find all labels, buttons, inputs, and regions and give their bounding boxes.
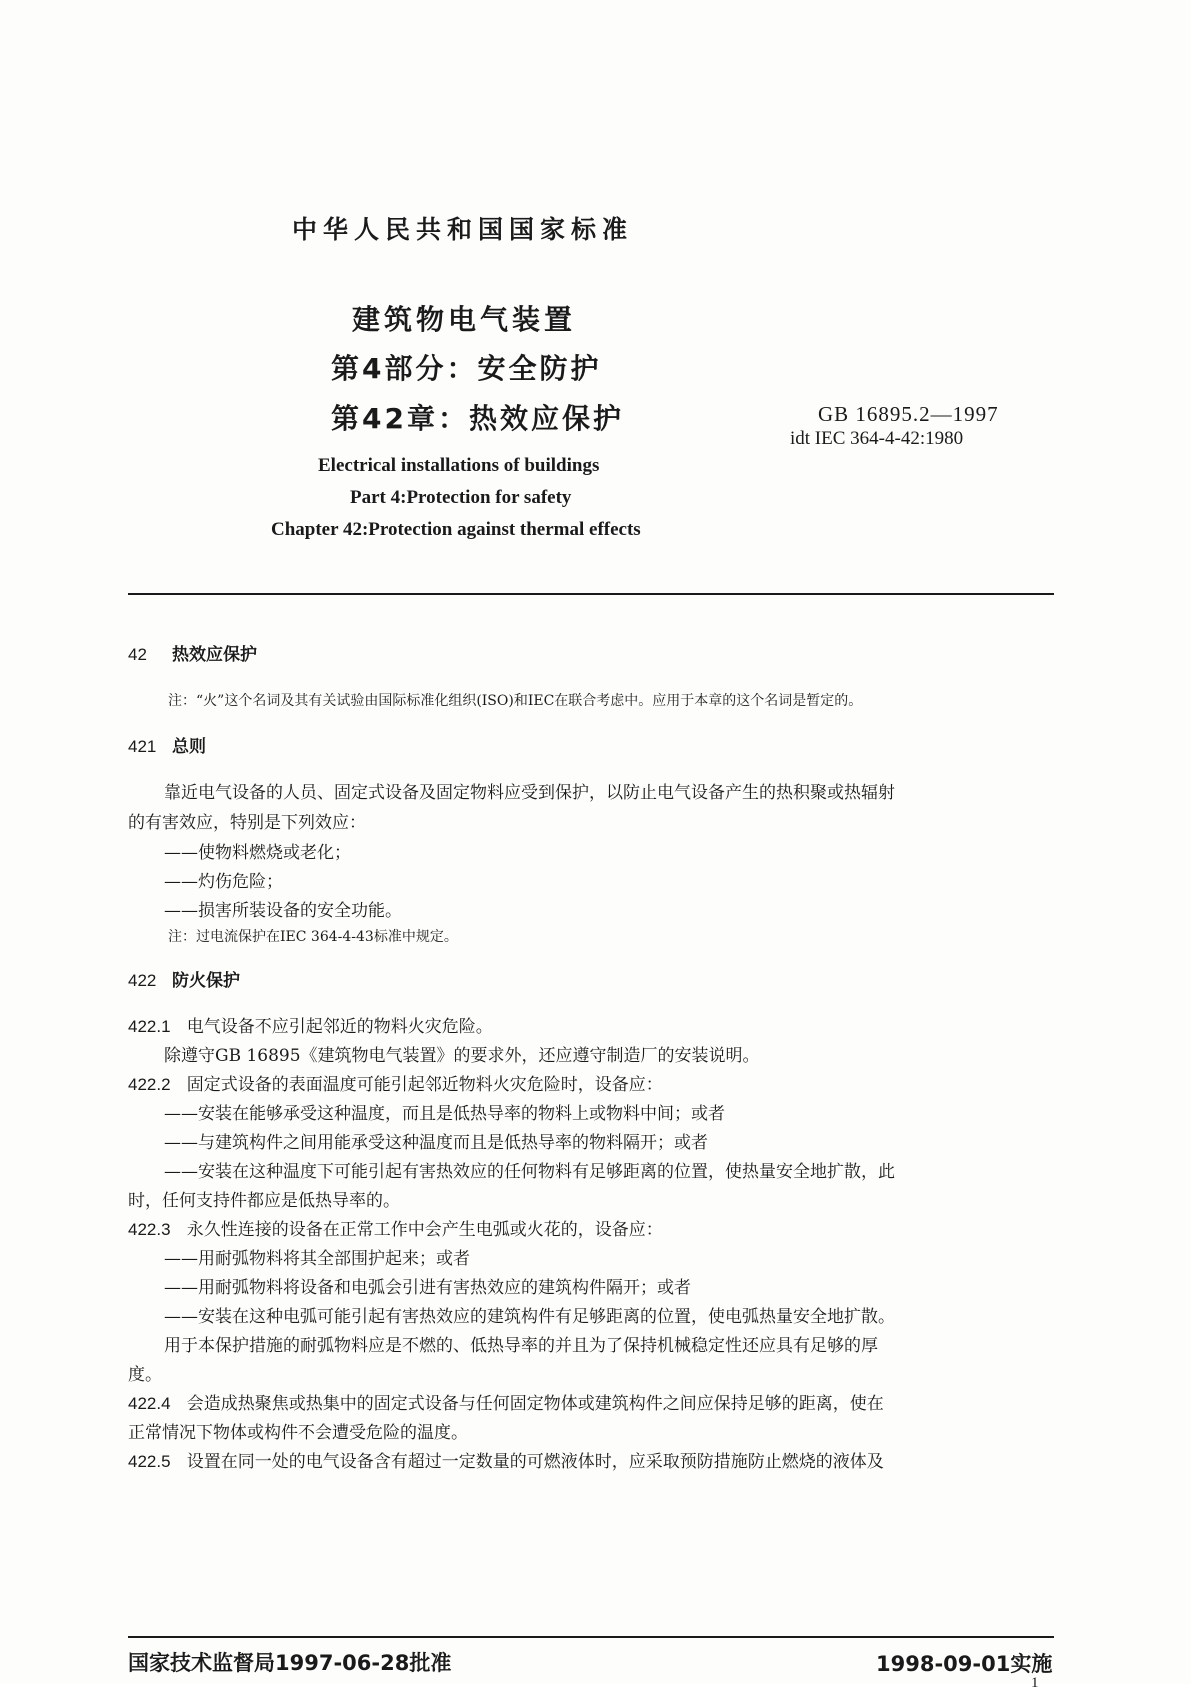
paragraph-line: 度。: [128, 1365, 162, 1385]
title-cn-line3: 第42章：热效应保护: [331, 402, 624, 435]
list-item: ——安装在这种电弧可能引起有害热效应的建筑构件有足够距离的位置，使电弧热量安全地扩散。: [164, 1307, 895, 1327]
clause-422-5: [128, 1447, 884, 1472]
clause-number: 422.5: [128, 1452, 171, 1471]
approval-line: 国家技术监督局1997-06-28批准: [128, 1651, 452, 1675]
paragraph-line: 时，任何支持件都应是低热导率的。: [128, 1191, 400, 1211]
implementation-date: 1998-09-01实施: [876, 1652, 1053, 1676]
clause-text: 永久性连接的设备在正常工作中会产生电弧或火花的，设备应：: [186, 1220, 663, 1240]
national-standard-heading: 中华人民共和国国家标准: [292, 215, 634, 244]
clause-text: 设置在同一处的电气设备含有超过一定数量的可燃液体时，应采取预防措施防止燃烧的液体及: [186, 1452, 884, 1472]
list-item: ——与建筑构件之间用能承受这种温度而且是低热导率的物料隔开；或者: [164, 1133, 708, 1153]
clause-text: 会造成热聚焦或热集中的固定式设备与任何固定物体或建筑构件之间应保持足够的距离，使在: [186, 1394, 884, 1414]
section-42-note: 注：“火”这个名词及其有关试验由国际标准化组织(ISO)和IEC在联合考虑中。应用于本章的这个名词是暂定的。: [168, 693, 863, 709]
section-title: 热效应保护: [172, 645, 257, 665]
clause-number: 422.1: [128, 1017, 171, 1036]
standard-code: GB 16895.2—1997: [818, 402, 999, 426]
page-number: 1: [1031, 1675, 1039, 1691]
paragraph-line: 用于本保护措施的耐弧物料应是不燃的、低热导率的并且为了保持机械稳定性还应具有足够的厚: [164, 1336, 878, 1356]
section-number: 421: [128, 737, 157, 756]
section-number: 422: [128, 971, 157, 990]
title-cn-line1: 建筑物电气装置: [352, 303, 577, 336]
clause-text: 电气设备不应引起邻近的物料火灾危险。: [186, 1017, 493, 1037]
list-item: ——用耐弧物料将其全部围护起来；或者: [164, 1249, 470, 1269]
paragraph-line: 的有害效应，特别是下列效应：: [128, 813, 366, 833]
paragraph-line: 正常情况下物体或构件不会遭受危险的温度。: [128, 1423, 468, 1443]
title-cn-line2: 第4部分：安全防护: [331, 352, 602, 385]
clause-number: 422.4: [128, 1394, 171, 1413]
section-421-note: 注：过电流保护在IEC 364-4-43标准中规定。: [168, 929, 458, 945]
clause-number: 422.3: [128, 1220, 171, 1239]
list-item: ——损害所装设备的安全功能。: [164, 901, 402, 921]
header-divider: [128, 593, 1054, 595]
section-42-heading: [128, 640, 257, 665]
clause-422-3: [128, 1215, 663, 1240]
title-en-line3: Chapter 42:Protection against thermal effects: [271, 519, 641, 540]
title-en-line2: Part 4:Protection for safety: [350, 487, 572, 508]
section-421-heading: [128, 732, 206, 757]
list-item: ——灼伤危险；: [164, 872, 283, 892]
title-en-line1: Electrical installations of buildings: [318, 455, 600, 476]
section-title: 总则: [172, 737, 206, 757]
clause-422-2: [128, 1070, 663, 1095]
footer-divider: [128, 1636, 1054, 1638]
paragraph-line: 除遵守GB 16895《建筑物电气装置》的要求外，还应遵守制造厂的安装说明。: [164, 1046, 760, 1066]
list-item: ——安装在能够承受这种温度，而且是低热导率的物料上或物料中间；或者: [164, 1104, 725, 1124]
clause-number: 422.2: [128, 1075, 171, 1094]
standard-idt-code: idt IEC 364-4-42:1980: [790, 428, 964, 449]
clause-422-4: [128, 1389, 884, 1414]
list-item: ——使物料燃烧或老化；: [164, 843, 351, 863]
section-422-heading: [128, 966, 240, 991]
section-title: 防火保护: [172, 971, 240, 991]
section-number: 42: [128, 645, 147, 664]
clause-422-1: [128, 1012, 493, 1037]
clause-text: 固定式设备的表面温度可能引起邻近物料火灾危险时，设备应：: [186, 1075, 663, 1095]
list-item: ——安装在这种温度下可能引起有害热效应的任何物料有足够距离的位置，使热量安全地扩散，此: [164, 1162, 895, 1182]
paragraph-line: 靠近电气设备的人员、固定式设备及固定物料应受到保护，以防止电气设备产生的热积聚或热辐射: [164, 783, 895, 803]
list-item: ——用耐弧物料将设备和电弧会引进有害热效应的建筑构件隔开；或者: [164, 1278, 691, 1298]
